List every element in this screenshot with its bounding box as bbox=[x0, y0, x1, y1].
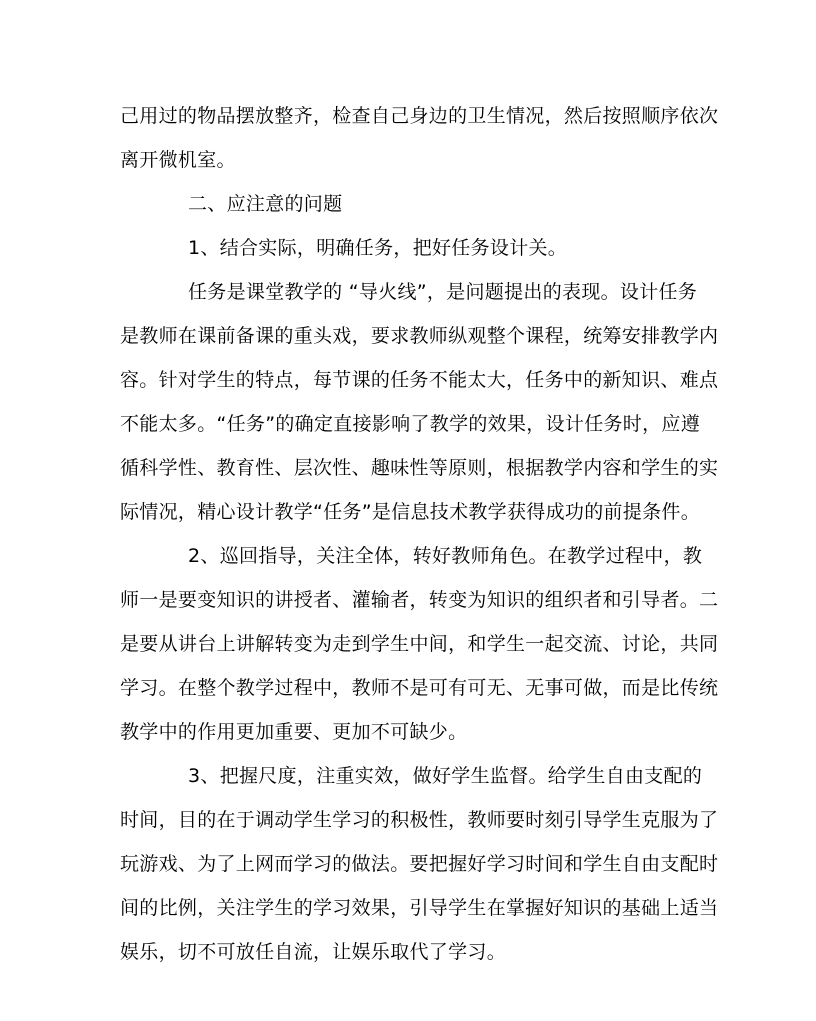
paragraph-line: 容。针对学生的特点，每节课的任务不能太大，任务中的新知识、难点 bbox=[120, 369, 719, 391]
paragraph-line: 时间，目的在于调动学生学习的积极性，教师要时刻引导学生克服为了 bbox=[120, 809, 719, 831]
paragraph-line: 玩游戏、为了上网而学习的做法。要把握好学习时间和学生自由支配时 bbox=[120, 853, 719, 875]
paragraph-line: 离开微机室。 bbox=[120, 149, 236, 171]
paragraph-line: 循科学性、教育性、层次性、趣味性等原则，根据教学内容和学生的实 bbox=[120, 457, 719, 479]
paragraph-line: 学习。在整个教学过程中，教师不是可有可无、无事可做，而是比传统 bbox=[120, 677, 719, 699]
paragraph-line: 是教师在课前备课的重头戏，要求教师纵观整个课程，统筹安排教学内 bbox=[120, 325, 719, 347]
section-heading: 二、应注意的问题 bbox=[188, 193, 343, 215]
paragraph-line: 是要从讲台上讲解转变为走到学生中间，和学生一起交流、讨论，共同 bbox=[120, 633, 719, 655]
subsection-heading: 1、结合实际，明确任务，把好任务设计关。 bbox=[188, 237, 568, 259]
paragraph-line: 师一是要变知识的讲授者、灌输者，转变为知识的组织者和引导者。二 bbox=[120, 589, 719, 611]
paragraph-line: 间的比例，关注学生的学习效果，引导学生在掌握好知识的基础上适当 bbox=[120, 897, 719, 919]
paragraph-line: 任务是课堂教学的 “导火线”，是问题提出的表现。设计任务 bbox=[188, 281, 698, 303]
paragraph-line: 际情况，精心设计教学“任务”是信息技术教学获得成功的前提条件。 bbox=[120, 501, 700, 523]
paragraph-line: 教学中的作用更加重要、更加不可缺少。 bbox=[120, 721, 468, 743]
paragraph-line: 己用过的物品摆放整齐，检查自己身边的卫生情况，然后按照顺序依次 bbox=[120, 105, 719, 127]
paragraph-line: 娱乐，切不可放任自流，让娱乐取代了学习。 bbox=[120, 941, 507, 963]
paragraph-line: 2、巡回指导，关注全体，转好教师角色。在教学过程中，教 bbox=[188, 545, 703, 567]
paragraph-line: 不能太多。“任务”的确定直接影响了教学的效果，设计任务时，应遵 bbox=[120, 413, 700, 435]
paragraph-line: 3、把握尺度，注重实效，做好学生监督。给学生自由支配的 bbox=[188, 765, 703, 787]
